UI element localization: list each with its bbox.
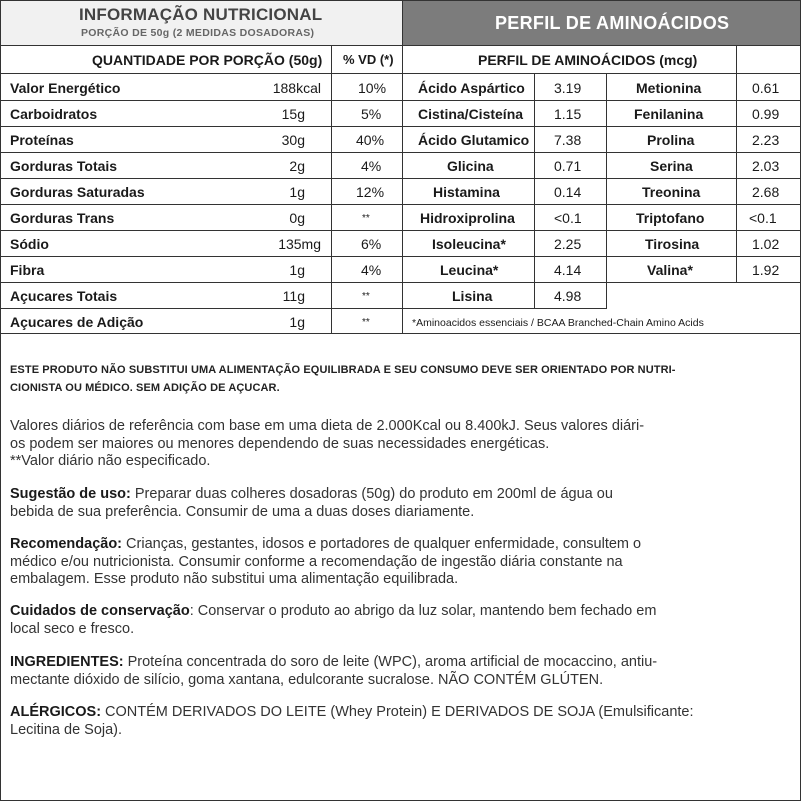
- portion-subtitle: PORÇÃO DE 50g (2 MEDIDAS DOSADORAS): [81, 27, 315, 39]
- grid-line: [402, 45, 403, 334]
- nutrient-amount: 2g: [289, 158, 305, 174]
- grid-line: [0, 308, 606, 309]
- grid-line: [0, 230, 801, 231]
- ingredients-section: [10, 654, 657, 689]
- grid-line: [0, 333, 801, 334]
- ingredients-label: INGREDIENTES:: [10, 654, 124, 670]
- care-text: local seco e fresco.: [10, 620, 135, 637]
- nutrient-amount: 0g: [289, 210, 305, 226]
- nutrient-vd: 12%: [356, 184, 385, 200]
- amino-name: Tirosina: [645, 236, 700, 252]
- usage-text: Preparar duas colheres dosadoras (50g) do produto em 200ml de água ou: [130, 486, 613, 502]
- disclaimer-line: CIONISTA OU MÉDICO. SEM ADIÇÃO DE AÇUCAR.: [10, 382, 280, 394]
- care-label: Cuidados de conservação: [10, 603, 190, 619]
- grid-line: [0, 152, 801, 153]
- amino-value: 0.61: [752, 80, 780, 96]
- amino-name: Lisina: [452, 288, 493, 304]
- nutrient-vd: 5%: [361, 106, 382, 122]
- amino-name: Isoleucina*: [432, 236, 506, 252]
- grid-line: [0, 178, 801, 179]
- amino-value: 2.68: [752, 184, 780, 200]
- amino-value: 2.25: [554, 236, 582, 252]
- nutrient-amount: 1g: [289, 314, 305, 330]
- nutrient-vd: 4%: [361, 262, 382, 278]
- nutrient-name: Gorduras Saturadas: [10, 184, 145, 200]
- recommendation-label: Recomendação:: [10, 536, 123, 552]
- amino-value: 1.92: [752, 262, 780, 278]
- amino-value: <0.1: [749, 210, 777, 226]
- amino-value: 0.99: [752, 106, 780, 122]
- amino-value: 0.71: [554, 158, 582, 174]
- nutrient-name: Gorduras Trans: [10, 210, 115, 226]
- disclaimer-line: ESTE PRODUTO NÃO SUBSTITUI UMA ALIMENTAÇÃO EQUILIBRADA E SEU CONSUMO DEVE SER ORIENTADO POR NUTRI-: [10, 364, 676, 376]
- nutrient-name: Fibra: [10, 262, 45, 278]
- vd-note-line: Valores diários de referência com base em uma dieta de 2.000Kcal ou 8.400kJ. Seus valores diári-: [10, 418, 645, 434]
- amino-value: 3.19: [554, 80, 582, 96]
- amino-name: Hidroxiprolina: [420, 210, 515, 226]
- amino-name: Serina: [650, 158, 693, 174]
- usage-text: bebida de sua preferência. Consumir de uma a duas doses diariamente.: [10, 503, 475, 520]
- allergens-text: Lecitina de Soja).: [10, 721, 123, 738]
- amino-value: 1.15: [554, 106, 582, 122]
- amino-title: PERFIL DE AMINOÁCIDOS: [495, 13, 730, 33]
- nutrient-name: Sódio: [10, 236, 49, 252]
- care-section: [10, 603, 656, 638]
- grid-line: [0, 282, 801, 283]
- nutrient-name: Açucares Totais: [10, 288, 118, 304]
- quantity-column-header: QUANTIDADE POR PORÇÃO (50g): [92, 52, 323, 68]
- amino-name: Valina*: [647, 262, 693, 278]
- nutrient-amount: 11g: [282, 288, 305, 304]
- nutrient-vd: 40%: [356, 132, 385, 148]
- grid-line: [736, 45, 737, 283]
- amino-column-header: PERFIL DE AMINOÁCIDOS (mcg): [478, 52, 698, 68]
- nutrient-amount: 30g: [281, 132, 305, 148]
- vd-column-header: % VD (*): [343, 52, 394, 67]
- grid-line: [534, 73, 535, 309]
- recommendation-text: embalagem. Esse produto não substitui uma alimentação equilibrada.: [10, 571, 459, 587]
- amino-name: Treonina: [642, 184, 701, 200]
- amino-value: <0.1: [554, 210, 582, 226]
- nutrient-name: Valor Energético: [10, 80, 121, 96]
- vd-note: [10, 418, 644, 471]
- nutrient-name: Gorduras Totais: [10, 158, 118, 174]
- nutrient-vd: **: [362, 291, 370, 302]
- grid-line: [0, 256, 801, 257]
- nutrient-vd: **: [362, 317, 370, 328]
- allergens-text: CONTÉM DERIVADOS DO LEITE (Whey Protein) E DERIVADOS DE SOJA (Emulsificante:: [101, 704, 694, 720]
- amino-value: 4.14: [554, 262, 582, 278]
- nutrient-vd: 10%: [358, 80, 387, 96]
- amino-name: Fenilanina: [634, 106, 704, 122]
- nutrient-name: Proteínas: [10, 132, 74, 148]
- recommendation-text: Crianças, gestantes, idosos e portadores de qualquer enfermidade, consultem o: [122, 536, 642, 552]
- nutrient-vd: 4%: [361, 158, 382, 174]
- disclaimer: [10, 361, 676, 397]
- amino-value: 7.38: [554, 132, 582, 148]
- usage-label: Sugestão de uso:: [10, 486, 131, 502]
- ingredients-text: Proteína concentrada do soro de leite (WPC), aroma artificial de mocaccino, antiu-: [123, 654, 658, 670]
- amino-name: Triptofano: [636, 210, 705, 226]
- amino-value: 2.23: [752, 132, 780, 148]
- grid-line: [606, 73, 607, 309]
- amino-header: [403, 1, 800, 45]
- amino-name: Ácido Glutamico: [418, 132, 530, 148]
- nutrient-amount: 15g: [281, 106, 305, 122]
- amino-name: Glicina: [447, 158, 494, 174]
- grid-line: [0, 126, 801, 127]
- grid-line: [331, 45, 332, 334]
- recommendation-text: médico e/ou nutricionista. Consumir conforme a recomendação de ingestão diária constante na: [10, 553, 623, 570]
- recommendation-section: [10, 536, 641, 589]
- amino-footnote: *Aminoacidos essenciais / BCAA Branched-Chain Amino Acids: [412, 317, 704, 329]
- nutrient-amount: 1g: [289, 262, 305, 278]
- amino-name: Metionina: [636, 80, 702, 96]
- grid-line: [0, 73, 801, 74]
- amino-value: 4.98: [554, 288, 582, 304]
- grid-line: [0, 204, 801, 205]
- grid-line: [0, 45, 801, 46]
- nutrient-name: Açucares de Adição: [10, 314, 144, 330]
- amino-name: Cistina/Cisteína: [418, 106, 524, 122]
- amino-value: 1.02: [752, 236, 780, 252]
- care-text: : Conservar o produto ao abrigo da luz solar, mantendo bem fechado em: [189, 603, 657, 619]
- usage-section: [10, 486, 613, 521]
- amino-value: 2.03: [752, 158, 780, 174]
- nutrient-vd: **: [362, 213, 370, 224]
- vd-note-line: os podem ser maiores ou menores dependendo de suas necessidades energéticas.: [10, 435, 550, 452]
- allergens-label: ALÉRGICOS:: [10, 704, 102, 720]
- amino-name: Leucina*: [440, 262, 499, 278]
- amino-value: 0.14: [554, 184, 582, 200]
- nutrient-amount: 1g: [289, 184, 305, 200]
- nutrient-amount: 135mg: [278, 236, 321, 252]
- amino-name: Histamina: [433, 184, 500, 200]
- nutrition-header: [1, 1, 403, 45]
- grid-line: [0, 100, 801, 101]
- ingredients-text: mectante dióxido de silício, goma xantana, edulcorante sucralose. NÃO CONTÉM GLÚTEN.: [10, 671, 604, 688]
- nutrition-title: INFORMAÇÃO NUTRICIONAL: [79, 5, 323, 24]
- amino-name: Ácido Aspártico: [418, 80, 525, 96]
- amino-name: Prolina: [647, 132, 695, 148]
- nutrient-name: Carboidratos: [10, 106, 98, 122]
- nutrient-vd: 6%: [361, 236, 382, 252]
- vd-note-line: **Valor diário não especificado.: [10, 453, 211, 469]
- allergens-section: [10, 704, 694, 739]
- nutrient-amount: 188kcal: [272, 80, 321, 96]
